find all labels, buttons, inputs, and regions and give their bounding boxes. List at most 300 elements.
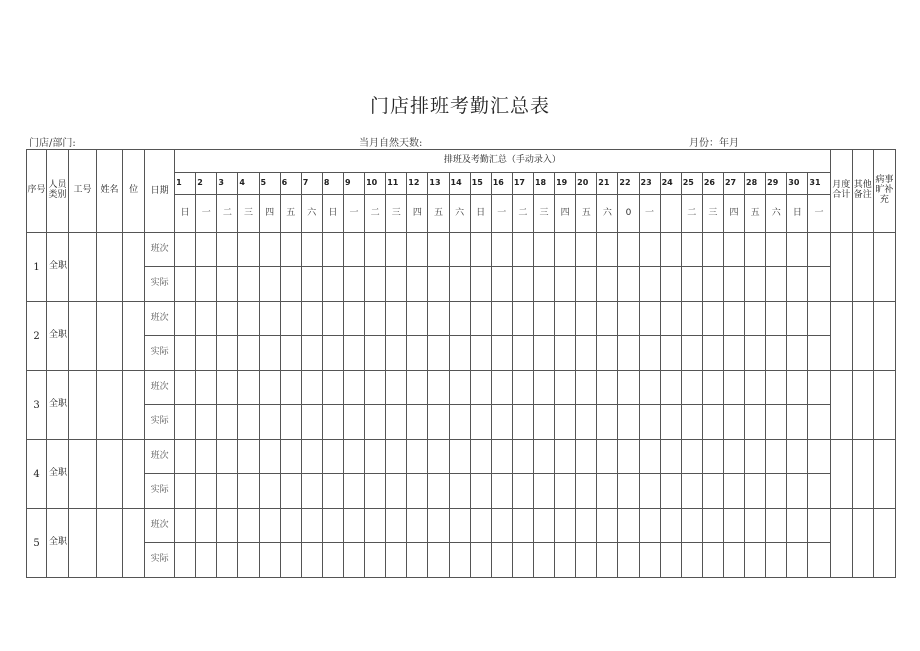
shift-day-cell[interactable] bbox=[428, 302, 449, 336]
actual-day-cell[interactable] bbox=[787, 336, 808, 371]
actual-day-cell[interactable] bbox=[238, 336, 259, 371]
shift-day-cell[interactable] bbox=[259, 302, 280, 336]
other-notes-cell[interactable] bbox=[852, 371, 873, 440]
shift-day-cell[interactable] bbox=[787, 371, 808, 405]
actual-day-cell[interactable] bbox=[217, 405, 238, 440]
actual-day-cell[interactable] bbox=[428, 543, 449, 578]
shift-day-cell[interactable] bbox=[808, 371, 830, 405]
actual-day-cell[interactable] bbox=[238, 474, 259, 509]
actual-day-cell[interactable] bbox=[301, 405, 322, 440]
actual-day-cell[interactable] bbox=[491, 405, 512, 440]
shift-day-cell[interactable] bbox=[745, 233, 766, 267]
actual-day-cell[interactable] bbox=[512, 336, 533, 371]
actual-day-cell[interactable] bbox=[597, 405, 618, 440]
actual-day-cell[interactable] bbox=[808, 543, 830, 578]
actual-day-cell[interactable] bbox=[808, 336, 830, 371]
actual-day-cell[interactable] bbox=[702, 543, 723, 578]
actual-day-cell[interactable] bbox=[322, 267, 343, 302]
shift-day-cell[interactable] bbox=[533, 509, 554, 543]
actual-day-cell[interactable] bbox=[386, 474, 407, 509]
actual-day-cell[interactable] bbox=[365, 543, 386, 578]
actual-day-cell[interactable] bbox=[808, 405, 830, 440]
actual-day-cell[interactable] bbox=[449, 543, 470, 578]
actual-day-cell[interactable] bbox=[196, 267, 217, 302]
shift-day-cell[interactable] bbox=[618, 509, 639, 543]
shift-day-cell[interactable] bbox=[639, 371, 660, 405]
actual-day-cell[interactable] bbox=[660, 405, 681, 440]
shift-day-cell[interactable] bbox=[618, 302, 639, 336]
actual-day-cell[interactable] bbox=[745, 543, 766, 578]
actual-day-cell[interactable] bbox=[723, 267, 744, 302]
actual-day-cell[interactable] bbox=[660, 267, 681, 302]
shift-day-cell[interactable] bbox=[196, 371, 217, 405]
shift-day-cell[interactable] bbox=[259, 371, 280, 405]
actual-day-cell[interactable] bbox=[196, 474, 217, 509]
actual-day-cell[interactable] bbox=[597, 267, 618, 302]
shift-day-cell[interactable] bbox=[639, 233, 660, 267]
shift-day-cell[interactable] bbox=[175, 509, 196, 543]
shift-day-cell[interactable] bbox=[386, 371, 407, 405]
shift-day-cell[interactable] bbox=[386, 509, 407, 543]
name-cell[interactable] bbox=[97, 371, 123, 440]
shift-day-cell[interactable] bbox=[808, 440, 830, 474]
shift-day-cell[interactable] bbox=[766, 440, 787, 474]
actual-day-cell[interactable] bbox=[470, 474, 491, 509]
actual-day-cell[interactable] bbox=[449, 267, 470, 302]
actual-day-cell[interactable] bbox=[280, 405, 301, 440]
shift-day-cell[interactable] bbox=[407, 440, 428, 474]
actual-day-cell[interactable] bbox=[576, 267, 597, 302]
shift-day-cell[interactable] bbox=[491, 509, 512, 543]
shift-day-cell[interactable] bbox=[407, 371, 428, 405]
actual-day-cell[interactable] bbox=[407, 405, 428, 440]
actual-day-cell[interactable] bbox=[618, 336, 639, 371]
actual-day-cell[interactable] bbox=[259, 405, 280, 440]
shift-day-cell[interactable] bbox=[175, 371, 196, 405]
shift-day-cell[interactable] bbox=[175, 440, 196, 474]
actual-day-cell[interactable] bbox=[301, 336, 322, 371]
actual-day-cell[interactable] bbox=[787, 543, 808, 578]
actual-day-cell[interactable] bbox=[512, 267, 533, 302]
actual-day-cell[interactable] bbox=[745, 474, 766, 509]
shift-day-cell[interactable] bbox=[745, 302, 766, 336]
actual-day-cell[interactable] bbox=[217, 474, 238, 509]
job-no-cell[interactable] bbox=[69, 233, 97, 302]
shift-day-cell[interactable] bbox=[449, 509, 470, 543]
actual-day-cell[interactable] bbox=[766, 543, 787, 578]
shift-day-cell[interactable] bbox=[343, 371, 364, 405]
actual-day-cell[interactable] bbox=[428, 336, 449, 371]
shift-day-cell[interactable] bbox=[280, 371, 301, 405]
shift-day-cell[interactable] bbox=[322, 371, 343, 405]
shift-day-cell[interactable] bbox=[280, 509, 301, 543]
actual-day-cell[interactable] bbox=[681, 267, 702, 302]
actual-day-cell[interactable] bbox=[512, 474, 533, 509]
position-cell[interactable] bbox=[123, 233, 145, 302]
other-notes-cell[interactable] bbox=[852, 509, 873, 578]
shift-day-cell[interactable] bbox=[702, 302, 723, 336]
actual-day-cell[interactable] bbox=[512, 405, 533, 440]
actual-day-cell[interactable] bbox=[787, 267, 808, 302]
shift-day-cell[interactable] bbox=[766, 509, 787, 543]
shift-day-cell[interactable] bbox=[808, 302, 830, 336]
shift-day-cell[interactable] bbox=[407, 302, 428, 336]
shift-day-cell[interactable] bbox=[597, 509, 618, 543]
shift-day-cell[interactable] bbox=[660, 371, 681, 405]
actual-day-cell[interactable] bbox=[470, 336, 491, 371]
actual-day-cell[interactable] bbox=[766, 405, 787, 440]
shift-day-cell[interactable] bbox=[597, 440, 618, 474]
shift-day-cell[interactable] bbox=[491, 233, 512, 267]
actual-day-cell[interactable] bbox=[555, 336, 576, 371]
shift-day-cell[interactable] bbox=[555, 440, 576, 474]
actual-day-cell[interactable] bbox=[449, 336, 470, 371]
actual-day-cell[interactable] bbox=[576, 543, 597, 578]
actual-day-cell[interactable] bbox=[533, 336, 554, 371]
shift-day-cell[interactable] bbox=[576, 509, 597, 543]
shift-day-cell[interactable] bbox=[745, 371, 766, 405]
actual-day-cell[interactable] bbox=[555, 474, 576, 509]
shift-day-cell[interactable] bbox=[533, 233, 554, 267]
actual-day-cell[interactable] bbox=[322, 474, 343, 509]
position-cell[interactable] bbox=[123, 302, 145, 371]
shift-day-cell[interactable] bbox=[175, 302, 196, 336]
shift-day-cell[interactable] bbox=[470, 371, 491, 405]
actual-day-cell[interactable] bbox=[470, 267, 491, 302]
actual-day-cell[interactable] bbox=[280, 336, 301, 371]
monthly-total-cell[interactable] bbox=[830, 371, 852, 440]
shift-day-cell[interactable] bbox=[428, 371, 449, 405]
monthly-total-cell[interactable] bbox=[830, 302, 852, 371]
name-cell[interactable] bbox=[97, 509, 123, 578]
shift-day-cell[interactable] bbox=[217, 440, 238, 474]
actual-day-cell[interactable] bbox=[407, 543, 428, 578]
actual-day-cell[interactable] bbox=[175, 543, 196, 578]
shift-day-cell[interactable] bbox=[512, 302, 533, 336]
actual-day-cell[interactable] bbox=[639, 405, 660, 440]
shift-day-cell[interactable] bbox=[723, 371, 744, 405]
shift-day-cell[interactable] bbox=[491, 371, 512, 405]
shift-day-cell[interactable] bbox=[681, 302, 702, 336]
actual-day-cell[interactable] bbox=[660, 543, 681, 578]
shift-day-cell[interactable] bbox=[512, 440, 533, 474]
actual-day-cell[interactable] bbox=[259, 336, 280, 371]
shift-day-cell[interactable] bbox=[660, 509, 681, 543]
actual-day-cell[interactable] bbox=[512, 543, 533, 578]
actual-day-cell[interactable] bbox=[322, 543, 343, 578]
shift-day-cell[interactable] bbox=[322, 440, 343, 474]
actual-day-cell[interactable] bbox=[639, 474, 660, 509]
shift-day-cell[interactable] bbox=[766, 371, 787, 405]
shift-day-cell[interactable] bbox=[470, 233, 491, 267]
shift-day-cell[interactable] bbox=[217, 302, 238, 336]
actual-day-cell[interactable] bbox=[766, 267, 787, 302]
actual-day-cell[interactable] bbox=[428, 474, 449, 509]
shift-day-cell[interactable] bbox=[238, 302, 259, 336]
actual-day-cell[interactable] bbox=[618, 543, 639, 578]
actual-day-cell[interactable] bbox=[301, 543, 322, 578]
shift-day-cell[interactable] bbox=[808, 233, 830, 267]
other-notes-cell[interactable] bbox=[852, 233, 873, 302]
shift-day-cell[interactable] bbox=[555, 371, 576, 405]
actual-day-cell[interactable] bbox=[238, 543, 259, 578]
shift-day-cell[interactable] bbox=[723, 302, 744, 336]
actual-day-cell[interactable] bbox=[386, 267, 407, 302]
shift-day-cell[interactable] bbox=[301, 233, 322, 267]
actual-day-cell[interactable] bbox=[428, 405, 449, 440]
shift-day-cell[interactable] bbox=[280, 233, 301, 267]
actual-day-cell[interactable] bbox=[639, 267, 660, 302]
actual-day-cell[interactable] bbox=[322, 336, 343, 371]
shift-day-cell[interactable] bbox=[217, 509, 238, 543]
actual-day-cell[interactable] bbox=[787, 474, 808, 509]
shift-day-cell[interactable] bbox=[597, 233, 618, 267]
shift-day-cell[interactable] bbox=[301, 371, 322, 405]
actual-day-cell[interactable] bbox=[217, 336, 238, 371]
shift-day-cell[interactable] bbox=[766, 302, 787, 336]
actual-day-cell[interactable] bbox=[196, 336, 217, 371]
shift-day-cell[interactable] bbox=[597, 371, 618, 405]
actual-day-cell[interactable] bbox=[238, 405, 259, 440]
actual-day-cell[interactable] bbox=[745, 336, 766, 371]
shift-day-cell[interactable] bbox=[365, 302, 386, 336]
actual-day-cell[interactable] bbox=[175, 267, 196, 302]
actual-day-cell[interactable] bbox=[407, 267, 428, 302]
actual-day-cell[interactable] bbox=[196, 543, 217, 578]
actual-day-cell[interactable] bbox=[681, 405, 702, 440]
actual-day-cell[interactable] bbox=[470, 543, 491, 578]
actual-day-cell[interactable] bbox=[702, 336, 723, 371]
other-notes-cell[interactable] bbox=[852, 440, 873, 509]
sick-cell[interactable] bbox=[873, 302, 895, 371]
shift-day-cell[interactable] bbox=[217, 371, 238, 405]
actual-day-cell[interactable] bbox=[766, 474, 787, 509]
shift-day-cell[interactable] bbox=[407, 509, 428, 543]
actual-day-cell[interactable] bbox=[386, 543, 407, 578]
actual-day-cell[interactable] bbox=[787, 405, 808, 440]
shift-day-cell[interactable] bbox=[660, 440, 681, 474]
shift-day-cell[interactable] bbox=[639, 440, 660, 474]
shift-day-cell[interactable] bbox=[301, 440, 322, 474]
actual-day-cell[interactable] bbox=[449, 474, 470, 509]
actual-day-cell[interactable] bbox=[280, 267, 301, 302]
actual-day-cell[interactable] bbox=[217, 267, 238, 302]
actual-day-cell[interactable] bbox=[259, 474, 280, 509]
shift-day-cell[interactable] bbox=[259, 440, 280, 474]
shift-day-cell[interactable] bbox=[787, 440, 808, 474]
actual-day-cell[interactable] bbox=[766, 336, 787, 371]
shift-day-cell[interactable] bbox=[238, 371, 259, 405]
shift-day-cell[interactable] bbox=[681, 371, 702, 405]
shift-day-cell[interactable] bbox=[343, 302, 364, 336]
shift-day-cell[interactable] bbox=[512, 509, 533, 543]
actual-day-cell[interactable] bbox=[745, 405, 766, 440]
actual-day-cell[interactable] bbox=[175, 336, 196, 371]
shift-day-cell[interactable] bbox=[576, 440, 597, 474]
shift-day-cell[interactable] bbox=[787, 233, 808, 267]
shift-day-cell[interactable] bbox=[787, 509, 808, 543]
actual-day-cell[interactable] bbox=[533, 474, 554, 509]
actual-day-cell[interactable] bbox=[365, 405, 386, 440]
shift-day-cell[interactable] bbox=[723, 233, 744, 267]
actual-day-cell[interactable] bbox=[343, 336, 364, 371]
actual-day-cell[interactable] bbox=[491, 474, 512, 509]
shift-day-cell[interactable] bbox=[365, 233, 386, 267]
actual-day-cell[interactable] bbox=[618, 405, 639, 440]
actual-day-cell[interactable] bbox=[386, 405, 407, 440]
job-no-cell[interactable] bbox=[69, 509, 97, 578]
actual-day-cell[interactable] bbox=[175, 474, 196, 509]
shift-day-cell[interactable] bbox=[449, 371, 470, 405]
shift-day-cell[interactable] bbox=[723, 509, 744, 543]
shift-day-cell[interactable] bbox=[512, 233, 533, 267]
shift-day-cell[interactable] bbox=[217, 233, 238, 267]
actual-day-cell[interactable] bbox=[618, 474, 639, 509]
actual-day-cell[interactable] bbox=[343, 543, 364, 578]
actual-day-cell[interactable] bbox=[681, 336, 702, 371]
shift-day-cell[interactable] bbox=[660, 233, 681, 267]
shift-day-cell[interactable] bbox=[533, 440, 554, 474]
actual-day-cell[interactable] bbox=[702, 267, 723, 302]
sick-cell[interactable] bbox=[873, 233, 895, 302]
shift-day-cell[interactable] bbox=[808, 509, 830, 543]
shift-day-cell[interactable] bbox=[343, 509, 364, 543]
actual-day-cell[interactable] bbox=[618, 267, 639, 302]
actual-day-cell[interactable] bbox=[491, 543, 512, 578]
shift-day-cell[interactable] bbox=[618, 233, 639, 267]
sick-cell[interactable] bbox=[873, 509, 895, 578]
shift-day-cell[interactable] bbox=[386, 440, 407, 474]
actual-day-cell[interactable] bbox=[343, 267, 364, 302]
actual-day-cell[interactable] bbox=[343, 405, 364, 440]
actual-day-cell[interactable] bbox=[597, 543, 618, 578]
shift-day-cell[interactable] bbox=[555, 233, 576, 267]
actual-day-cell[interactable] bbox=[533, 267, 554, 302]
shift-day-cell[interactable] bbox=[618, 371, 639, 405]
actual-day-cell[interactable] bbox=[217, 543, 238, 578]
shift-day-cell[interactable] bbox=[533, 371, 554, 405]
shift-day-cell[interactable] bbox=[196, 509, 217, 543]
monthly-total-cell[interactable] bbox=[830, 233, 852, 302]
shift-day-cell[interactable] bbox=[407, 233, 428, 267]
shift-day-cell[interactable] bbox=[576, 233, 597, 267]
shift-day-cell[interactable] bbox=[322, 302, 343, 336]
shift-day-cell[interactable] bbox=[365, 509, 386, 543]
actual-day-cell[interactable] bbox=[723, 474, 744, 509]
shift-day-cell[interactable] bbox=[681, 509, 702, 543]
shift-day-cell[interactable] bbox=[470, 440, 491, 474]
actual-day-cell[interactable] bbox=[555, 405, 576, 440]
name-cell[interactable] bbox=[97, 233, 123, 302]
actual-day-cell[interactable] bbox=[745, 267, 766, 302]
actual-day-cell[interactable] bbox=[576, 405, 597, 440]
actual-day-cell[interactable] bbox=[280, 474, 301, 509]
actual-day-cell[interactable] bbox=[555, 543, 576, 578]
actual-day-cell[interactable] bbox=[301, 267, 322, 302]
shift-day-cell[interactable] bbox=[322, 233, 343, 267]
shift-day-cell[interactable] bbox=[280, 302, 301, 336]
name-cell[interactable] bbox=[97, 440, 123, 509]
shift-day-cell[interactable] bbox=[787, 302, 808, 336]
actual-day-cell[interactable] bbox=[597, 474, 618, 509]
monthly-total-cell[interactable] bbox=[830, 509, 852, 578]
actual-day-cell[interactable] bbox=[175, 405, 196, 440]
shift-day-cell[interactable] bbox=[766, 233, 787, 267]
actual-day-cell[interactable] bbox=[597, 336, 618, 371]
shift-day-cell[interactable] bbox=[196, 440, 217, 474]
actual-day-cell[interactable] bbox=[322, 405, 343, 440]
actual-day-cell[interactable] bbox=[407, 336, 428, 371]
actual-day-cell[interactable] bbox=[660, 474, 681, 509]
name-cell[interactable] bbox=[97, 302, 123, 371]
shift-day-cell[interactable] bbox=[576, 371, 597, 405]
shift-day-cell[interactable] bbox=[238, 440, 259, 474]
actual-day-cell[interactable] bbox=[365, 474, 386, 509]
shift-day-cell[interactable] bbox=[449, 440, 470, 474]
shift-day-cell[interactable] bbox=[175, 233, 196, 267]
actual-day-cell[interactable] bbox=[491, 336, 512, 371]
shift-day-cell[interactable] bbox=[470, 302, 491, 336]
shift-day-cell[interactable] bbox=[196, 233, 217, 267]
shift-day-cell[interactable] bbox=[681, 440, 702, 474]
shift-day-cell[interactable] bbox=[745, 440, 766, 474]
shift-day-cell[interactable] bbox=[639, 509, 660, 543]
shift-day-cell[interactable] bbox=[702, 233, 723, 267]
shift-day-cell[interactable] bbox=[259, 509, 280, 543]
sick-cell[interactable] bbox=[873, 371, 895, 440]
shift-day-cell[interactable] bbox=[597, 302, 618, 336]
actual-day-cell[interactable] bbox=[681, 474, 702, 509]
shift-day-cell[interactable] bbox=[555, 302, 576, 336]
actual-day-cell[interactable] bbox=[808, 474, 830, 509]
shift-day-cell[interactable] bbox=[723, 440, 744, 474]
sick-cell[interactable] bbox=[873, 440, 895, 509]
shift-day-cell[interactable] bbox=[449, 302, 470, 336]
shift-day-cell[interactable] bbox=[449, 233, 470, 267]
shift-day-cell[interactable] bbox=[702, 371, 723, 405]
actual-day-cell[interactable] bbox=[449, 405, 470, 440]
shift-day-cell[interactable] bbox=[491, 440, 512, 474]
actual-day-cell[interactable] bbox=[533, 405, 554, 440]
shift-day-cell[interactable] bbox=[428, 440, 449, 474]
shift-day-cell[interactable] bbox=[491, 302, 512, 336]
shift-day-cell[interactable] bbox=[618, 440, 639, 474]
actual-day-cell[interactable] bbox=[808, 267, 830, 302]
shift-day-cell[interactable] bbox=[702, 509, 723, 543]
actual-day-cell[interactable] bbox=[259, 267, 280, 302]
actual-day-cell[interactable] bbox=[681, 543, 702, 578]
shift-day-cell[interactable] bbox=[660, 302, 681, 336]
position-cell[interactable] bbox=[123, 371, 145, 440]
actual-day-cell[interactable] bbox=[491, 267, 512, 302]
actual-day-cell[interactable] bbox=[428, 267, 449, 302]
shift-day-cell[interactable] bbox=[238, 509, 259, 543]
actual-day-cell[interactable] bbox=[660, 336, 681, 371]
actual-day-cell[interactable] bbox=[470, 405, 491, 440]
actual-day-cell[interactable] bbox=[723, 543, 744, 578]
actual-day-cell[interactable] bbox=[723, 336, 744, 371]
actual-day-cell[interactable] bbox=[533, 543, 554, 578]
actual-day-cell[interactable] bbox=[702, 474, 723, 509]
actual-day-cell[interactable] bbox=[365, 267, 386, 302]
shift-day-cell[interactable] bbox=[639, 302, 660, 336]
shift-day-cell[interactable] bbox=[512, 371, 533, 405]
position-cell[interactable] bbox=[123, 440, 145, 509]
shift-day-cell[interactable] bbox=[280, 440, 301, 474]
shift-day-cell[interactable] bbox=[576, 302, 597, 336]
actual-day-cell[interactable] bbox=[365, 336, 386, 371]
actual-day-cell[interactable] bbox=[280, 543, 301, 578]
